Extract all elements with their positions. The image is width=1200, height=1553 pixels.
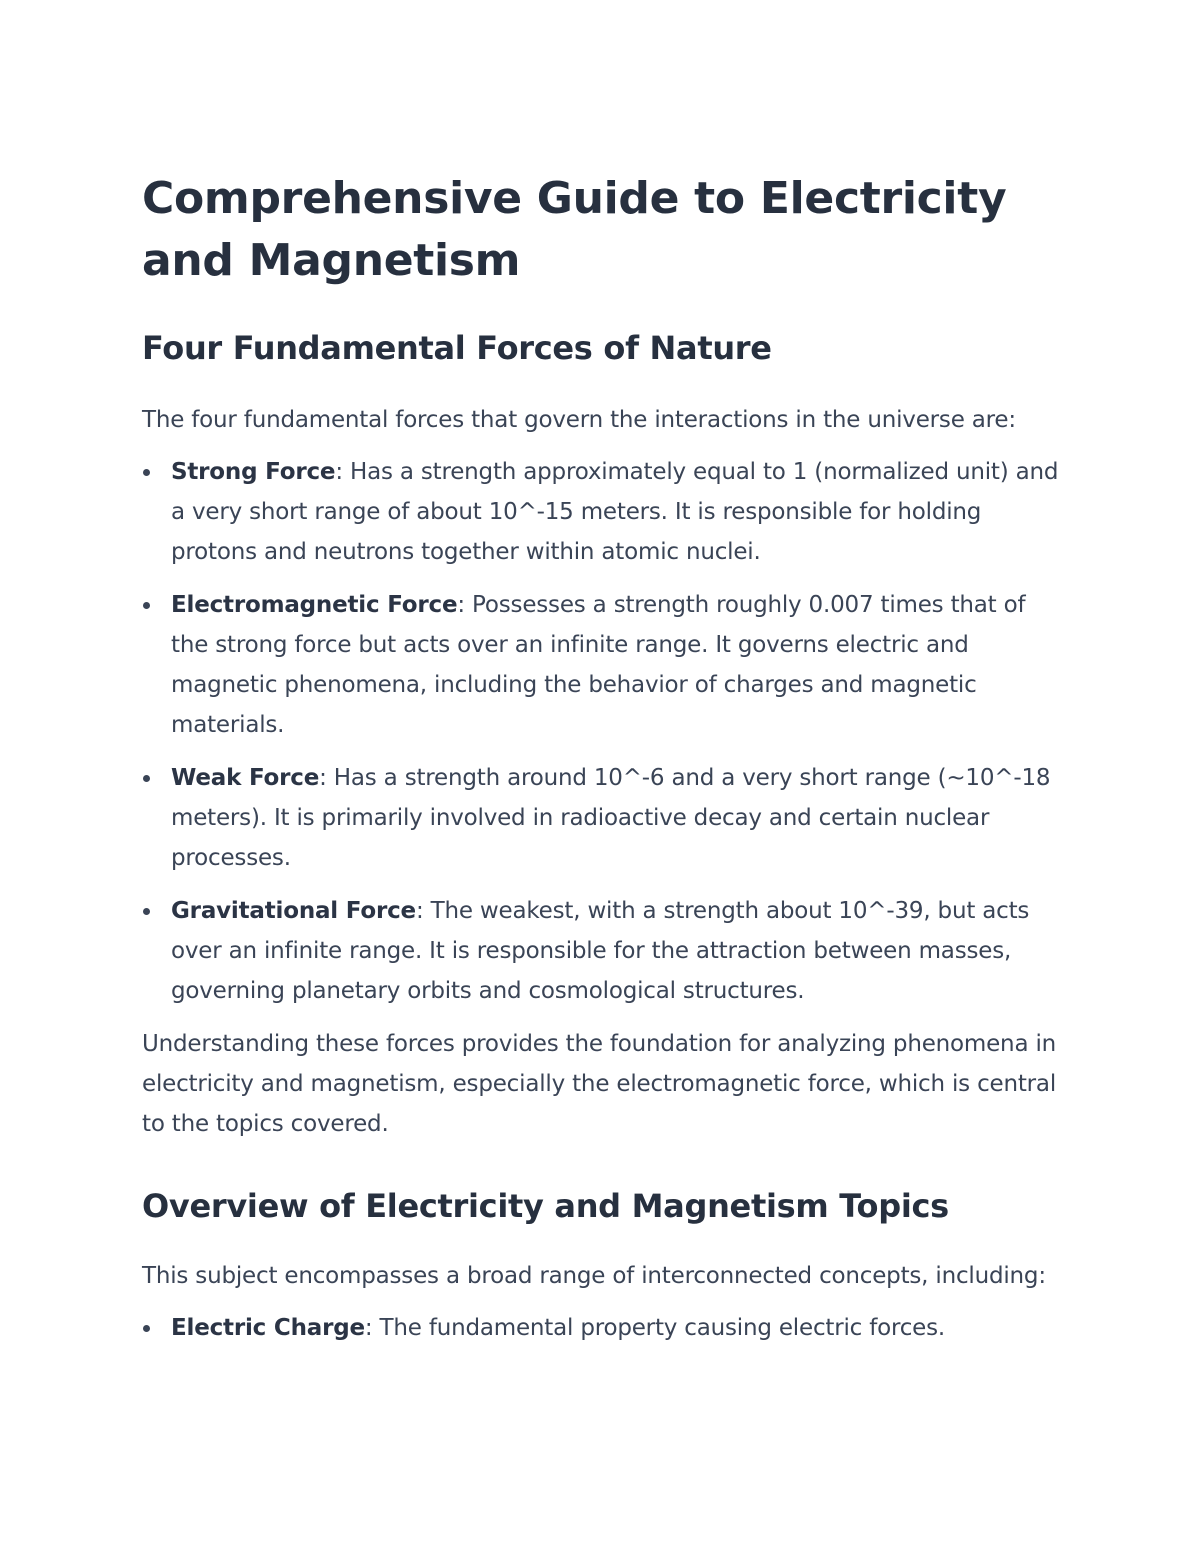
list-item-text: : The weakest, with a strength about 10^-39, but acts over an infinite range. It is responsible for the attraction between masses, governing planetary orbits and cosmological structures. [171, 898, 1030, 1004]
section-intro-forces: The four fundamental forces that govern the interactions in the universe are: [142, 407, 1016, 433]
list-item-weak-force [142, 758, 1062, 878]
forces-list [142, 452, 1062, 1011]
list-item-term: Electromagnetic Force [171, 592, 458, 618]
bullet-icon [143, 908, 150, 915]
list-item-text: : Has a strength around 10^-6 and a very short range (~10^-18 meters). It is primarily involved in radioactive decay and certain nuclear processes. [171, 765, 1051, 871]
list-item-term: Strong Force [171, 459, 336, 485]
list-item-electric-charge [142, 1308, 1062, 1348]
bullet-icon [143, 602, 150, 609]
bullet-icon [143, 775, 150, 782]
section-heading-overview: Overview of Electricity and Magnetism Topics [142, 1187, 949, 1225]
list-item-term: Electric Charge [171, 1315, 365, 1341]
list-item-text: : The fundamental property causing electric forces. [364, 1315, 946, 1341]
document-title: Comprehensive Guide to Electricity and Magnetism [142, 173, 1007, 286]
list-item-gravitational-force [142, 891, 1062, 1011]
bullet-icon [143, 469, 150, 476]
section-heading-forces: Four Fundamental Forces of Nature [142, 329, 772, 367]
list-item-strong-force [142, 452, 1062, 572]
list-item-term: Gravitational Force [171, 898, 416, 924]
list-item-term: Weak Force [171, 765, 320, 791]
bullet-icon [143, 1325, 150, 1332]
section-outro-forces: Understanding these forces provides the foundation for analyzing phenomena in electricity and magnetism, especially the electromagnetic force, which is central to the topics covered. [142, 1031, 1057, 1137]
list-item-text: : Has a strength approximately equal to 1 (normalized unit) and a very short range of about 10^-15 meters. It is responsible for holding protons and neutrons together within atomic nuclei. [171, 459, 1059, 565]
section-intro-overview: This subject encompasses a broad range of interconnected concepts, including: [142, 1263, 1046, 1289]
topics-list [142, 1308, 1062, 1348]
document-page [142, 168, 1062, 1361]
list-item-text: : Possesses a strength roughly 0.007 times that of the strong force but acts over an infinite range. It governs electric and magnetic phenomena, including the behavior of charges and magnetic materials. [171, 592, 1026, 738]
list-item-electromagnetic-force [142, 585, 1062, 745]
